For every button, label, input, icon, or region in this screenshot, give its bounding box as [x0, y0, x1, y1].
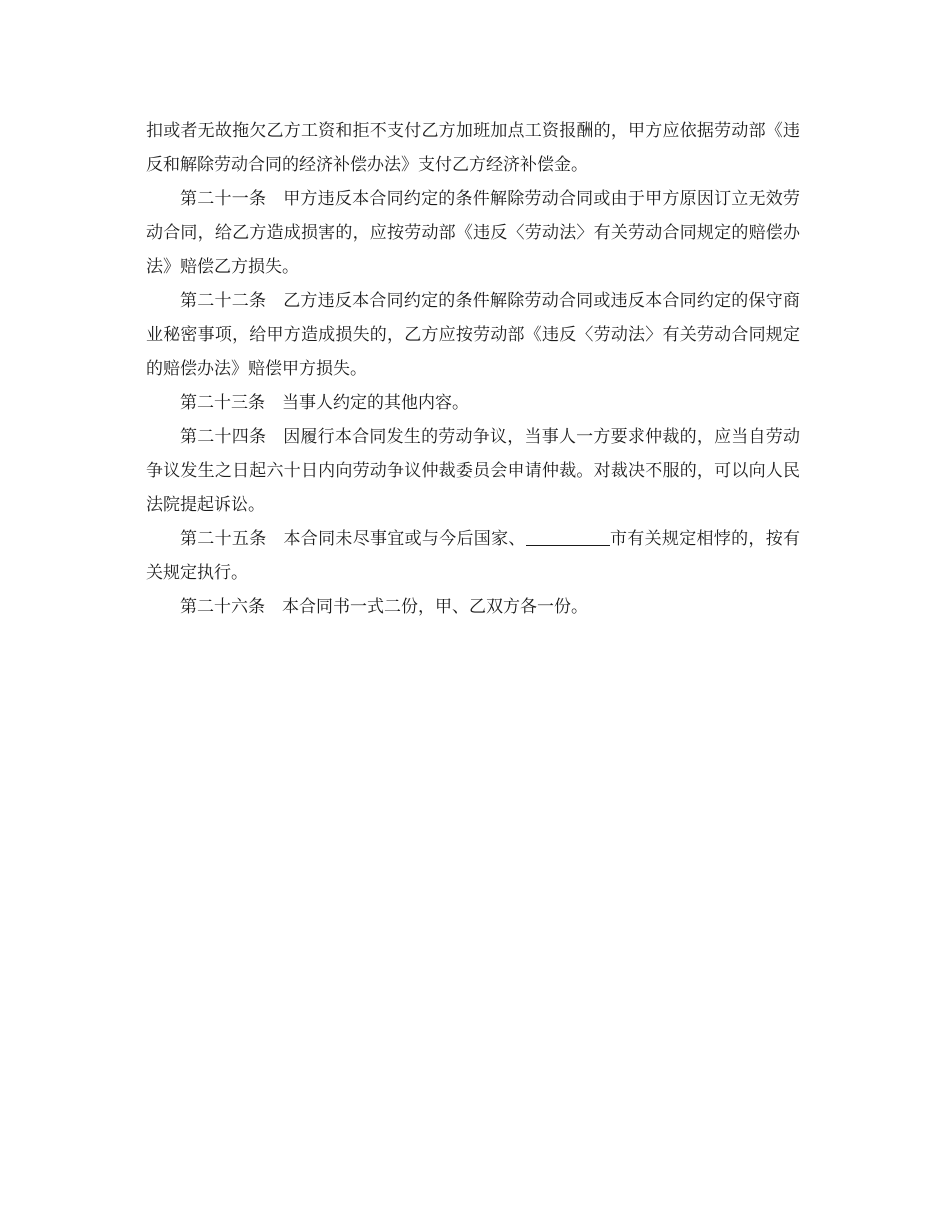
article-number: 第二十四条 [180, 427, 267, 447]
article-24 [146, 420, 800, 522]
article-26 [146, 590, 800, 624]
fill-in-blank [526, 528, 610, 546]
article-25 [146, 522, 800, 590]
article-21 [146, 182, 800, 284]
article-text-before-blank: 本合同未尽事宜或与今后国家、 [283, 529, 526, 549]
article-number: 第二十六条 [180, 597, 265, 617]
article-number: 第二十一条 [180, 189, 267, 209]
article-22 [146, 284, 800, 386]
article-text-after-blank: 市有关规定相悖的，按有关规定执行。 [146, 529, 801, 583]
article-text: 乙方违反本合同约定的条件解除劳动合同或违反本合同约定的保守商业秘密事项，给甲方造成损失的，乙方应按劳动部《违反〈劳动法〉有关劳动合同规定的赔偿办法》赔偿甲方损失。 [146, 291, 801, 379]
article-text: 当事人约定的其他内容。 [282, 393, 469, 413]
article-number: 第二十五条 [180, 529, 267, 549]
continued-paragraph-text: 扣或者无故拖欠乙方工资和拒不支付乙方加班加点工资报酬的，甲方应依据劳动部《违反和解除劳动合同的经济补偿办法》支付乙方经济补偿金。 [146, 121, 800, 175]
article-number: 第二十三条 [180, 393, 265, 413]
article-text: 本合同书一式二份，甲、乙双方各一份。 [282, 597, 588, 617]
article-text: 因履行本合同发生的劳动争议，当事人一方要求仲裁的，应当自劳动争议发生之日起六十日内向劳动争议仲裁委员会申请仲裁。对裁决不服的，可以向人民法院提起诉讼。 [146, 427, 801, 515]
document-body [146, 114, 800, 624]
continued-paragraph [146, 114, 800, 182]
article-number: 第二十二条 [180, 291, 267, 311]
article-23 [146, 386, 800, 420]
article-text: 甲方违反本合同约定的条件解除劳动合同或由于甲方原因订立无效劳动合同，给乙方造成损害的，应按劳动部《违反〈劳动法〉有关劳动合同规定的赔偿办法》赔偿乙方损失。 [146, 189, 801, 277]
